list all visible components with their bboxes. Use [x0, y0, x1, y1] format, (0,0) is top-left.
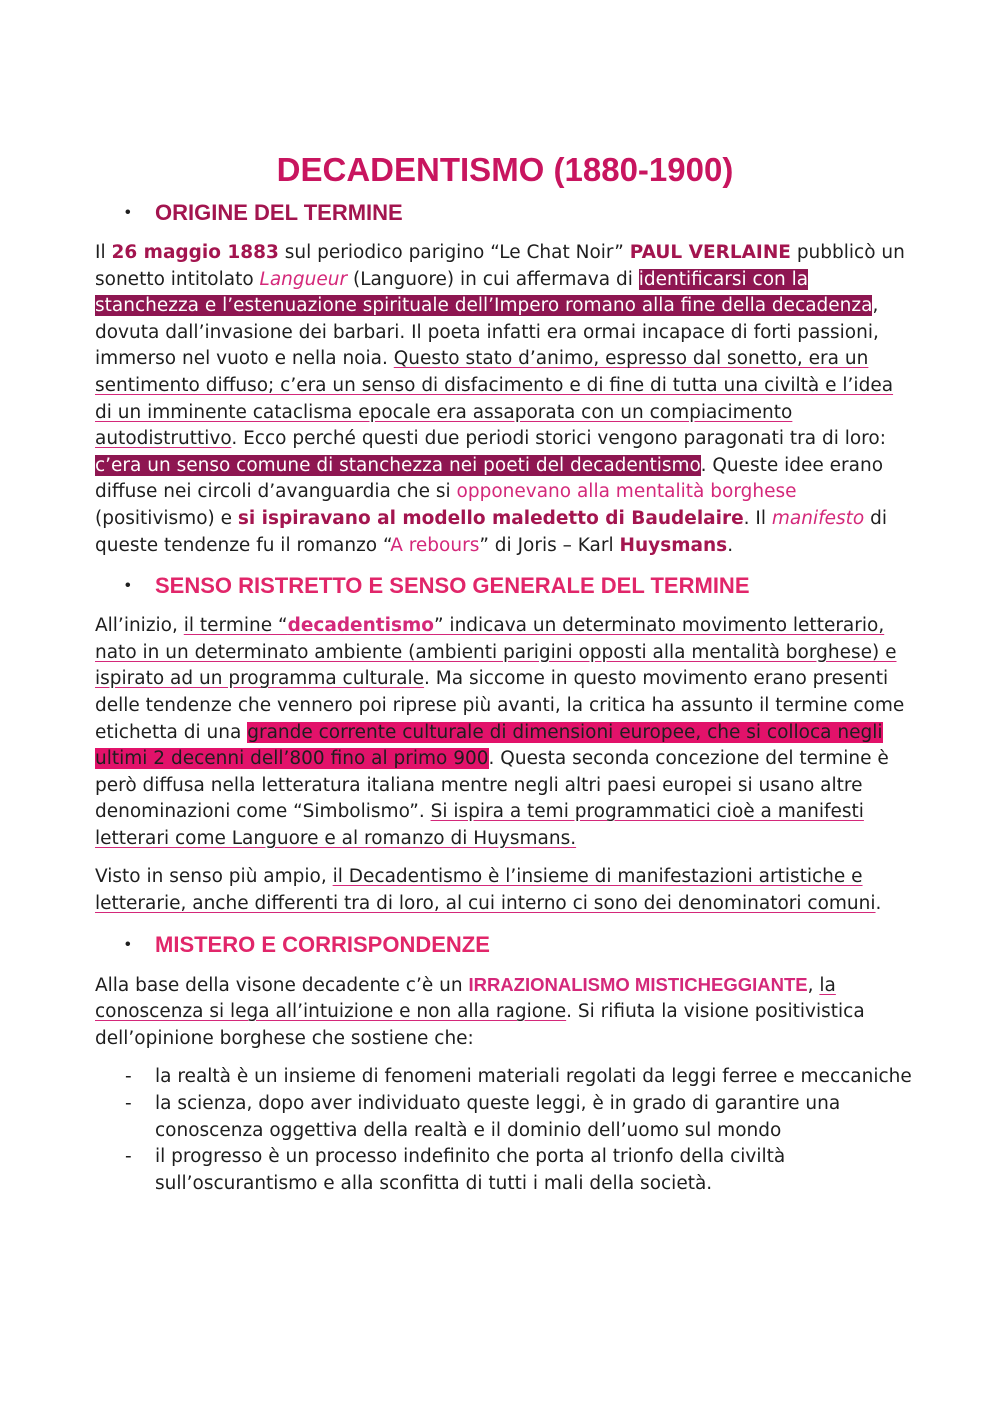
underlined-text: la conoscenza si lega all’intuizione e non alla ragione — [95, 974, 836, 1023]
author-name: PAUL VERLAINE — [629, 242, 791, 263]
text-run: . Si rifiuta la visione positivistica dell’opinione borghese che sostiene che: — [95, 1001, 865, 1049]
text-run: . Ecco perché questi due periodi storici vengono paragonati tra di loro: — [231, 428, 886, 450]
term-text: decadentismo — [287, 615, 434, 637]
document-page — [95, 150, 915, 1197]
underlined-text: Questo stato d’animo, espresso dal sonetto, era un sentimento diffuso; c’era un senso di disfacimento e di fine di tutta una civiltà e l’idea di un imminente cataclisma epocale era assaporata con un compiacimento autodistruttivo — [95, 348, 894, 450]
section-heading-text: ORIGINE DEL TERMINE — [155, 200, 403, 225]
author-name: Huysmans — [619, 534, 728, 556]
text-run: di queste tendenze fu il romanzo “ — [95, 507, 888, 556]
section-heading-senso — [125, 571, 915, 601]
list-item — [125, 1064, 915, 1091]
text-run: . — [875, 893, 882, 915]
paragraph-senso-ampio — [95, 864, 915, 917]
dash-icon: - — [125, 1146, 132, 1168]
text-run: . Queste idee erano diffuse nei circoli d’avanguardia che si — [95, 454, 884, 503]
bullet-icon: • — [125, 577, 131, 595]
caps-term: IRRAZIONALISMO MISTICHEGGIANTE — [468, 973, 808, 995]
section-heading-text: MISTERO E CORRISPONDENZE — [155, 931, 490, 957]
text-run: Il — [95, 242, 112, 263]
text-run: All’inizio, — [95, 615, 184, 637]
text-run: , — [807, 974, 820, 996]
text-run: (positivismo) e — [95, 507, 238, 529]
underlined-text: ” indicava un determinato movimento letterario, nato in un determinato ambiente (ambienti parigini opposti alla mentalità borghese) e ispirato ad un programma culturale — [95, 615, 897, 690]
paragraph-mistero — [95, 972, 915, 1053]
text-run: . Questa seconda concezione del termine è però diffusa nella letteratura italiana mentre negli altri paesi europei si usano altre denominazioni come “Simbolismo”. — [95, 748, 889, 823]
positivism-list — [95, 1064, 915, 1197]
paragraph-origine — [95, 240, 915, 559]
section-heading-mistero — [125, 930, 915, 960]
poem-title: Langueur — [259, 268, 348, 290]
section-heading-text: SENSO RISTRETTO E SENSO GENERALE DEL TERMINE — [155, 573, 750, 599]
section-heading-origine — [125, 198, 915, 228]
text-run: pubblicò un sonetto intitolato — [95, 242, 905, 290]
list-item — [125, 1144, 915, 1197]
text-run: sul periodico parigino “Le Chat Noir” — [278, 242, 630, 263]
list-item-text: la realtà è un insieme di fenomeni materiali regolati da leggi ferree e meccaniche — [155, 1066, 912, 1088]
text-run: . — [727, 534, 734, 556]
paragraph-senso-ristretto — [95, 613, 915, 852]
list-item-text: la scienza, dopo aver individuato queste leggi, è in grado di garantire una conoscenza oggettiva della realtà e il dominio dell’uomo sul mondo — [155, 1093, 841, 1141]
highlight-text: grande corrente culturale di dimensioni europee, che si colloca negli ultimi 2 decenni dell’800 fino al primo 900 — [95, 721, 883, 770]
text-run: Alla base della visone decadente c’è un — [95, 974, 469, 996]
highlight-text: c’era un senso comune di stanchezza nei poeti del decadentismo — [95, 454, 701, 476]
underlined-text: il Decadentismo è l’insieme di manifestazioni artistiche e letterarie, anche differenti tra di loro, al cui interno ci sono dei denominatori comuni — [95, 866, 876, 915]
bullet-icon: • — [125, 204, 131, 221]
text-run: Visto in senso più ampio, — [95, 866, 333, 888]
underlined-text: il termine “ — [183, 615, 288, 637]
bullet-icon: • — [125, 935, 131, 953]
dash-icon: - — [125, 1066, 132, 1088]
text-run: . Il — [743, 507, 772, 529]
novel-title: A rebours — [390, 534, 480, 556]
text-run: , dovuta dall’invasione dei barbari. Il poeta infatti era ormai incapace di forti passioni, immerso nel vuoto e nella noia. — [95, 295, 879, 370]
highlight-text: identificarsi con la stanchezza e l’estenuazione spirituale dell’Impero romano alla fine della decadenza — [95, 268, 873, 317]
list-item-text: il progresso è un processo indefinito che porta al trionfo della civiltà sull’oscurantismo e alla sconfitta di tutti i mali della società. — [155, 1146, 786, 1194]
text-run: (Languore) in cui affermava di — [347, 268, 639, 290]
list-item — [125, 1091, 915, 1144]
pink-text: opponevano alla mentalità borghese — [456, 481, 797, 503]
bold-text: si ispiravano al modello maledetto di Baudelaire — [237, 507, 744, 529]
text-run: . Ma siccome in questo movimento erano presenti delle tendenze che vennero poi riprese più avanti, la critica ha assunto il termine come etichetta di una — [95, 668, 905, 743]
text-run: ” di Joris – Karl — [479, 534, 620, 556]
dash-icon: - — [125, 1093, 132, 1115]
date-text: 26 maggio 1883 — [111, 242, 279, 263]
page-title: DECADENTISMO (1880-1900) — [276, 151, 734, 188]
italic-text: manifesto — [771, 507, 865, 529]
underlined-text: Si ispira a temi programmatici cioè a manifesti letterari come Languore e al romanzo di Huysmans. — [95, 801, 864, 849]
